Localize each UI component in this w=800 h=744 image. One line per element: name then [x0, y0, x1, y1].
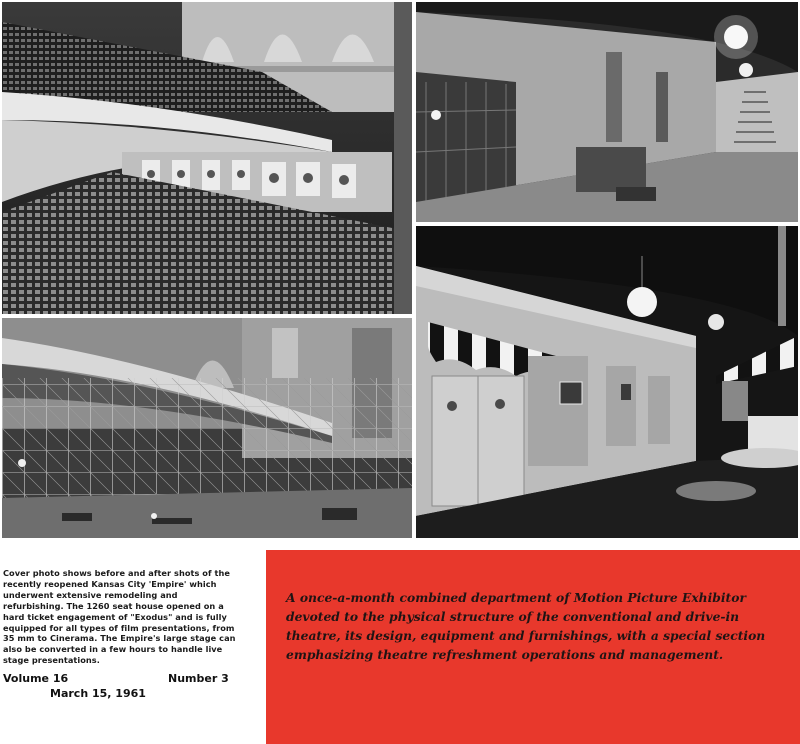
department-blurb-panel: [266, 550, 800, 744]
balcony-seating-photo: [2, 2, 412, 314]
cover-caption-text: Cover photo shows before and after shots of the recently reopened Kansas City 'Empire' which underwent extensive remodeling and refurbishing. The 1260 seat house opened on a hard ticket engagement of "Exodus" and is fully equipped for all types of film presentations, from 35 mm to Cinerama. The Empire's large stage can also be converted in a few hours to handle live stage presentations.: [3, 568, 236, 666]
issue-number: Number 3: [168, 672, 229, 685]
department-blurb-text: A once-a-month combined department of Motion Picture Exhibitor devoted to the physical structure of the conventional and drive-in theatre, its design, equipment and furnishings, with a special section emphasizing theatre refreshment operations and management.: [286, 590, 766, 662]
lobby-construction-photo: [416, 2, 798, 222]
auditorium-scaffolding-photo: [2, 318, 412, 538]
finished-lobby-photo: [416, 226, 798, 538]
cover-caption-panel: [0, 548, 262, 744]
issue-date: March 15, 1961: [50, 687, 146, 700]
issue-volume: Volume 16: [3, 672, 69, 685]
